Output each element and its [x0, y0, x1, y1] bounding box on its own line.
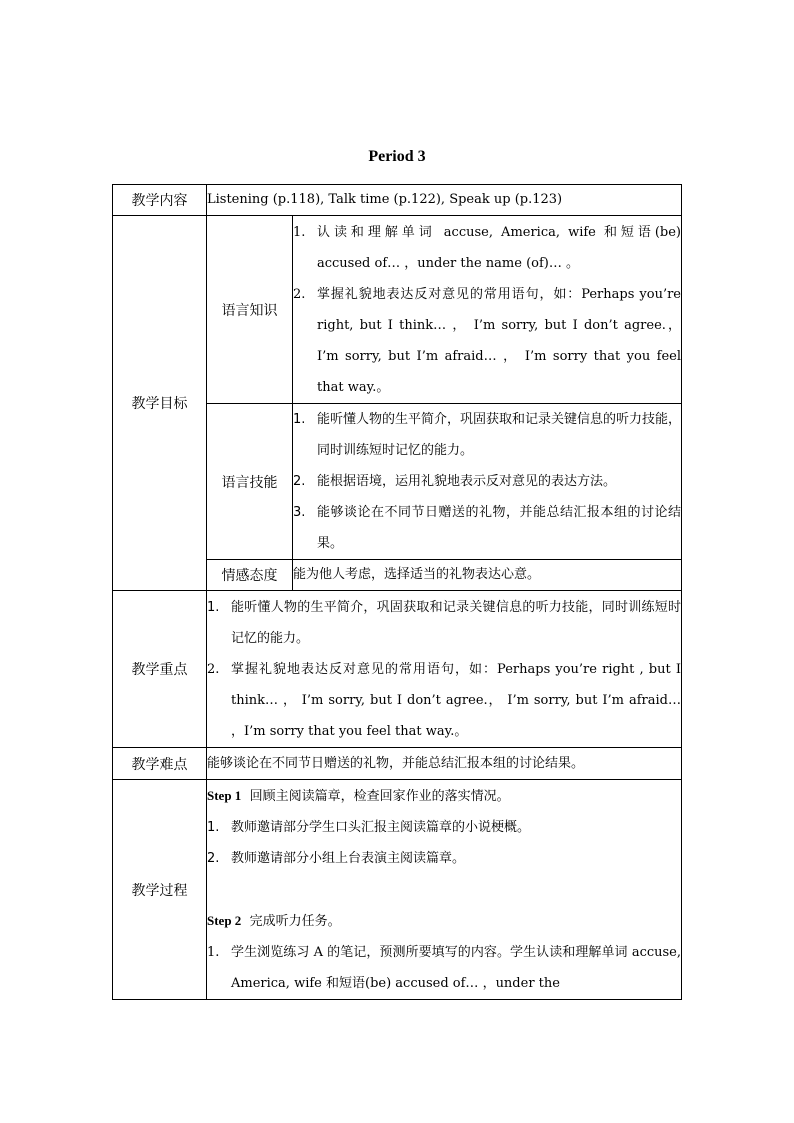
list-item: 2. 掌握礼貌地表达反对意见的常用语句，如：Perhaps you’re right, but I think… ， I’m sorry, but I don’t agree.， I’m sorry, but I’m afraid… ， I’m sorry that you feel that way.。	[293, 286, 682, 395]
language-knowledge-list	[293, 216, 682, 404]
label-teaching-objectives: 教学目标	[113, 216, 207, 591]
row-difficulties	[113, 748, 682, 780]
label-teaching-content: 教学内容	[113, 185, 207, 216]
lesson-plan-table	[112, 184, 682, 1000]
list-item: 2. 掌握礼貌地表达反对意见的常用语句，如：Perhaps you’re right , but I think… ， I’m sorry, but I don’t agree.， I’m sorry, but I’m afraid… ，I’m sorry that you feel that way.。	[207, 661, 681, 739]
list-item: 2. 教师邀请部分小组上台表演主阅读篇章。	[207, 851, 466, 866]
row-language-knowledge	[113, 216, 682, 404]
row-teaching-content	[113, 185, 682, 216]
row-teaching-process	[113, 780, 682, 1000]
label-key-points: 教学重点	[113, 591, 207, 748]
attitude-text: 能为他人考虑，选择适当的礼物表达心意。	[293, 560, 682, 591]
difficulties-text: 能够谈论在不同节日赠送的礼物，并能总结汇报本组的讨论结果。	[207, 748, 682, 780]
step-1-heading: Step 1 回顾主阅读篇章，检查回家作业的落实情况。	[207, 788, 510, 804]
teaching-process-content	[207, 780, 682, 1000]
label-language-knowledge: 语言知识	[207, 216, 293, 404]
row-key-points	[113, 591, 682, 748]
label-teaching-process: 教学过程	[113, 780, 207, 1000]
list-item: 1. 认读和理解单词 accuse, America, wife 和短语(be) accused of… ，under the name (of)… 。	[293, 224, 681, 271]
step-2-heading: Step 2 完成听力任务。	[207, 913, 341, 929]
list-item: 2. 能根据语境，运用礼貌地表示反对意见的表达方法。	[293, 474, 617, 489]
list-item: 1. 学生浏览练习 A 的笔记，预测所要填写的内容。学生认读和理解单词 accuse, America, wife 和短语(be) accused of… ，under the	[207, 945, 681, 991]
page-title: Period 3	[368, 148, 426, 165]
label-attitude: 情感态度	[207, 560, 293, 591]
label-difficulties: 教学难点	[113, 748, 207, 780]
list-item: 1. 能听懂人物的生平简介，巩固获取和记录关键信息的听力技能，同时训练短时记忆的能力。	[207, 599, 681, 646]
list-item: 1. 能听懂人物的生平简介，巩固获取和记录关键信息的听力技能，同时训练短时记忆的能力。	[293, 412, 682, 458]
teaching-content-text: Listening (p.118), Talk time (p.122), Speak up (p.123)	[207, 185, 682, 216]
label-language-skills: 语言技能	[207, 404, 293, 560]
language-skills-list	[293, 404, 682, 560]
list-item: 3. 能够谈论在不同节日赠送的礼物，并能总结汇报本组的讨论结果。	[293, 505, 681, 551]
key-points-list	[207, 591, 682, 748]
list-item: 1. 教师邀请部分学生口头汇报主阅读篇章的小说梗概。	[207, 820, 531, 835]
